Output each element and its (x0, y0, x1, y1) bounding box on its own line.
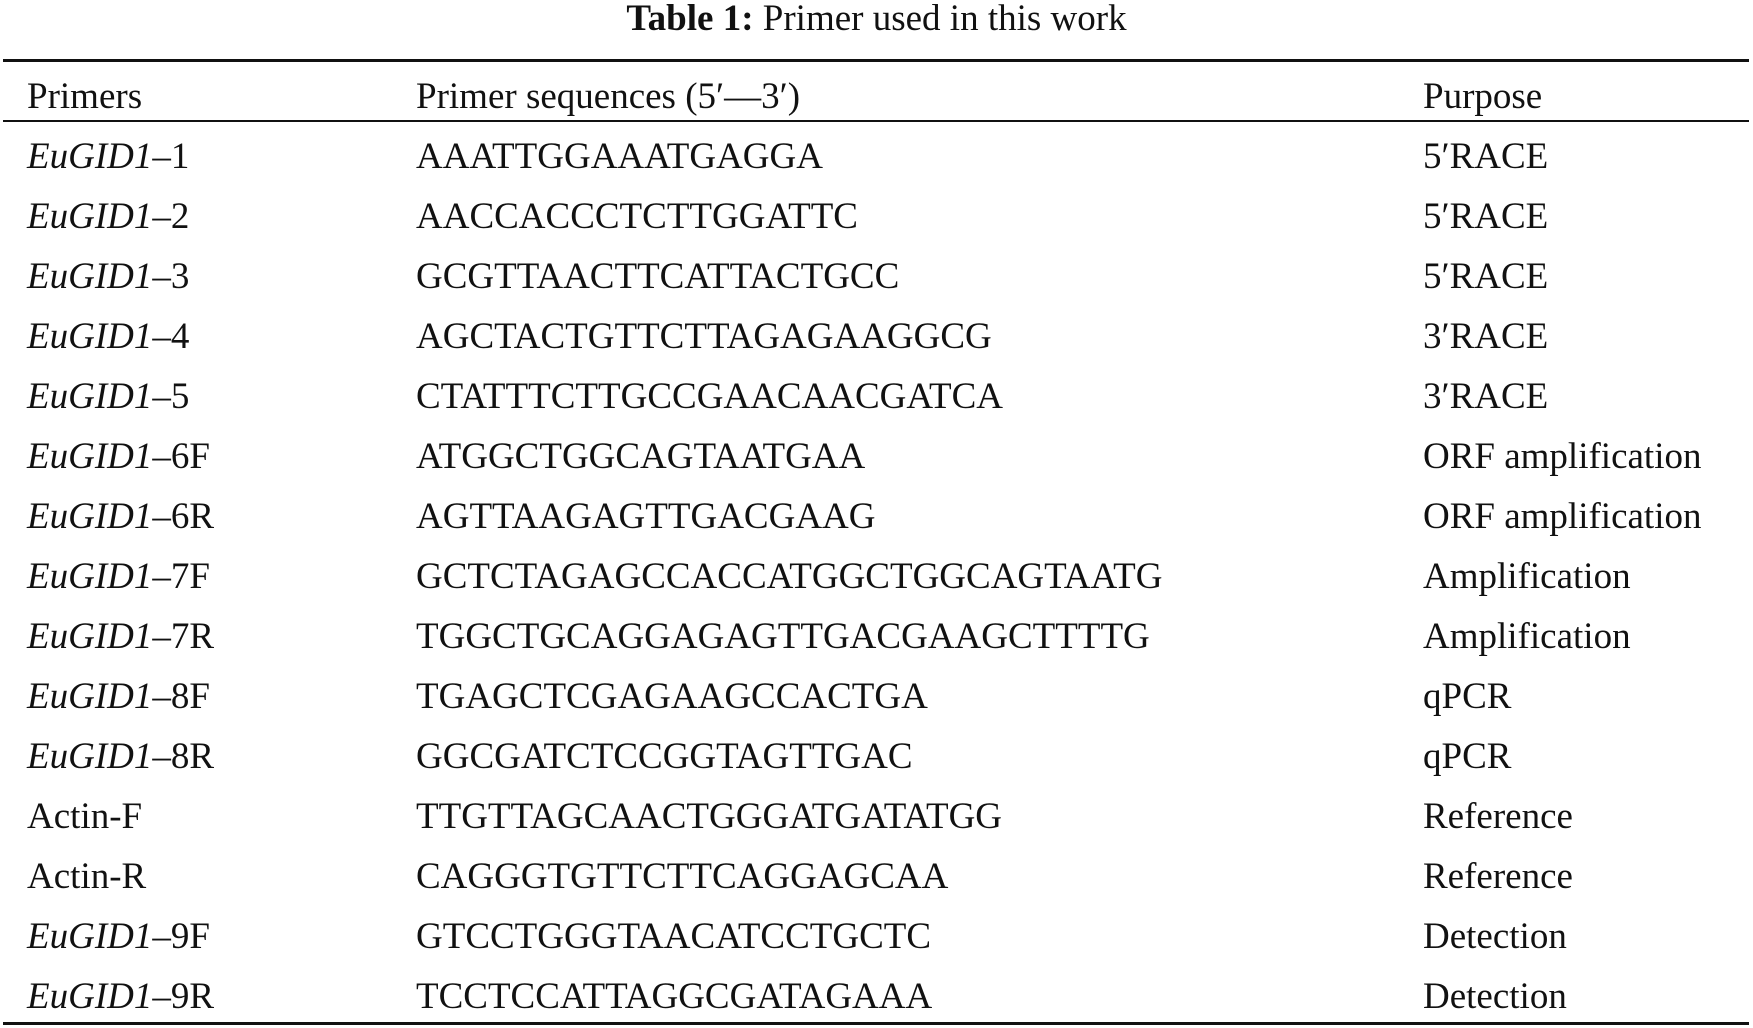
primer-name-cell (27, 127, 189, 187)
primer-sequence-cell: TGAGCTCGAGAAGCCACTGA (416, 676, 928, 717)
gene-name: EuGID1 (27, 256, 153, 297)
primer-purpose-cell: Reference (1423, 796, 1573, 837)
gene-name: EuGID1 (27, 196, 153, 237)
primer-purpose-cell: 5′RACE (1423, 136, 1549, 177)
primer-purpose-cell: 3′RACE (1423, 376, 1549, 417)
table-row (0, 427, 1753, 487)
primer-suffix: –6F (152, 436, 210, 477)
primer-suffix: –3 (152, 256, 190, 297)
primer-name-cell (27, 307, 189, 367)
table-row (0, 607, 1753, 667)
primer-name-cell (27, 667, 210, 727)
gene-name: EuGID1 (27, 376, 153, 417)
table-row (0, 967, 1753, 1027)
table-caption-label: Table 1: (626, 0, 754, 39)
primer-name-cell (27, 247, 189, 307)
primer-name-cell (27, 787, 142, 847)
header-sequences: Primer sequences (5′—3′) (416, 76, 801, 117)
primer-sequence-cell: AAATTGGAAATGAGGA (416, 136, 823, 177)
gene-name: EuGID1 (27, 976, 153, 1017)
primer-name-cell (27, 727, 214, 787)
primer-sequence-cell: GCGTTAACTTCATTACTGCC (416, 256, 900, 297)
table-bottom-rule (3, 1022, 1749, 1025)
table-row (0, 307, 1753, 367)
primer-sequence-cell: GTCCTGGGTAACATCCTGCTC (416, 916, 932, 957)
gene-name: EuGID1 (27, 136, 153, 177)
primer-sequence-cell: AGTTAAGAGTTGACGAAG (416, 496, 876, 537)
table-row (0, 487, 1753, 547)
primer-suffix: –8R (152, 736, 215, 777)
primer-sequence-cell: GGCGATCTCCGGTAGTTGAC (416, 736, 913, 777)
primer-purpose-cell: qPCR (1423, 676, 1512, 717)
primer-suffix: Actin-F (27, 796, 143, 837)
primer-purpose-cell: 5′RACE (1423, 196, 1549, 237)
primer-purpose-cell: Reference (1423, 856, 1573, 897)
table-row (0, 907, 1753, 967)
primer-suffix: –7R (152, 616, 215, 657)
primer-sequence-cell: ATGGCTGGCAGTAATGAA (416, 436, 866, 477)
primer-suffix: –8F (152, 676, 210, 717)
primer-sequence-cell: TGGCTGCAGGAGAGTTGACGAAGCTTTTG (416, 616, 1150, 657)
gene-name: EuGID1 (27, 316, 153, 357)
primer-suffix: –9F (152, 916, 210, 957)
primer-sequence-cell: TCCTCCATTAGGCGATAGAAA (416, 976, 933, 1017)
table-caption-title: Primer used in this work (762, 0, 1127, 39)
primer-purpose-cell: qPCR (1423, 736, 1512, 777)
table-top-rule (3, 59, 1749, 62)
primer-suffix: Actin-R (27, 856, 147, 897)
primer-name-cell (27, 547, 210, 607)
gene-name: EuGID1 (27, 556, 153, 597)
table-header-row (0, 67, 1753, 127)
primer-name-cell (27, 967, 214, 1027)
table-header-rule (3, 120, 1749, 122)
table-caption (0, 0, 1753, 42)
gene-name: EuGID1 (27, 736, 153, 777)
table-row (0, 667, 1753, 727)
primer-name-cell (27, 907, 210, 967)
gene-name: EuGID1 (27, 676, 153, 717)
primer-purpose-cell: Detection (1423, 916, 1567, 957)
primer-purpose-cell: Amplification (1423, 556, 1631, 597)
primer-name-cell (27, 187, 189, 247)
primer-name-cell (27, 367, 189, 427)
primer-purpose-cell: ORF amplification (1423, 436, 1702, 477)
table-row (0, 247, 1753, 307)
primer-sequence-cell: CAGGGTGTTCTTCAGGAGCAA (416, 856, 949, 897)
primer-suffix: –2 (152, 196, 190, 237)
primer-name-cell (27, 427, 210, 487)
gene-name: EuGID1 (27, 916, 153, 957)
primer-sequence-cell: AGCTACTGTTCTTAGAGAAGGCG (416, 316, 992, 357)
primer-sequence-cell: TTGTTAGCAACTGGGATGATATGG (416, 796, 1003, 837)
table-row (0, 727, 1753, 787)
table-row (0, 547, 1753, 607)
gene-name: EuGID1 (27, 496, 153, 537)
primer-sequence-cell: CTATTTCTTGCCGAACAACGATCA (416, 376, 1003, 417)
primer-suffix: –5 (152, 376, 190, 417)
header-purpose: Purpose (1423, 76, 1543, 117)
primer-name-cell (27, 487, 214, 547)
primer-sequence-cell: AACCACCCTCTTGGATTC (416, 196, 858, 237)
gene-name: EuGID1 (27, 436, 153, 477)
table-row (0, 127, 1753, 187)
primer-purpose-cell: Detection (1423, 976, 1567, 1017)
primer-sequence-cell: GCTCTAGAGCCACCATGGCTGGCAGTAATG (416, 556, 1163, 597)
primer-name-cell (27, 607, 214, 667)
primer-purpose-cell: 5′RACE (1423, 256, 1549, 297)
primer-purpose-cell: ORF amplification (1423, 496, 1702, 537)
primer-suffix: –4 (152, 316, 190, 357)
primer-suffix: –6R (152, 496, 215, 537)
header-primers: Primers (27, 76, 143, 117)
table-row (0, 847, 1753, 907)
primer-purpose-cell: Amplification (1423, 616, 1631, 657)
primer-suffix: –1 (152, 136, 190, 177)
gene-name: EuGID1 (27, 616, 153, 657)
table-row (0, 187, 1753, 247)
primer-purpose-cell: 3′RACE (1423, 316, 1549, 357)
primer-suffix: –9R (152, 976, 215, 1017)
table-row (0, 787, 1753, 847)
table-row (0, 367, 1753, 427)
primer-suffix: –7F (152, 556, 210, 597)
primer-name-cell (27, 847, 146, 907)
